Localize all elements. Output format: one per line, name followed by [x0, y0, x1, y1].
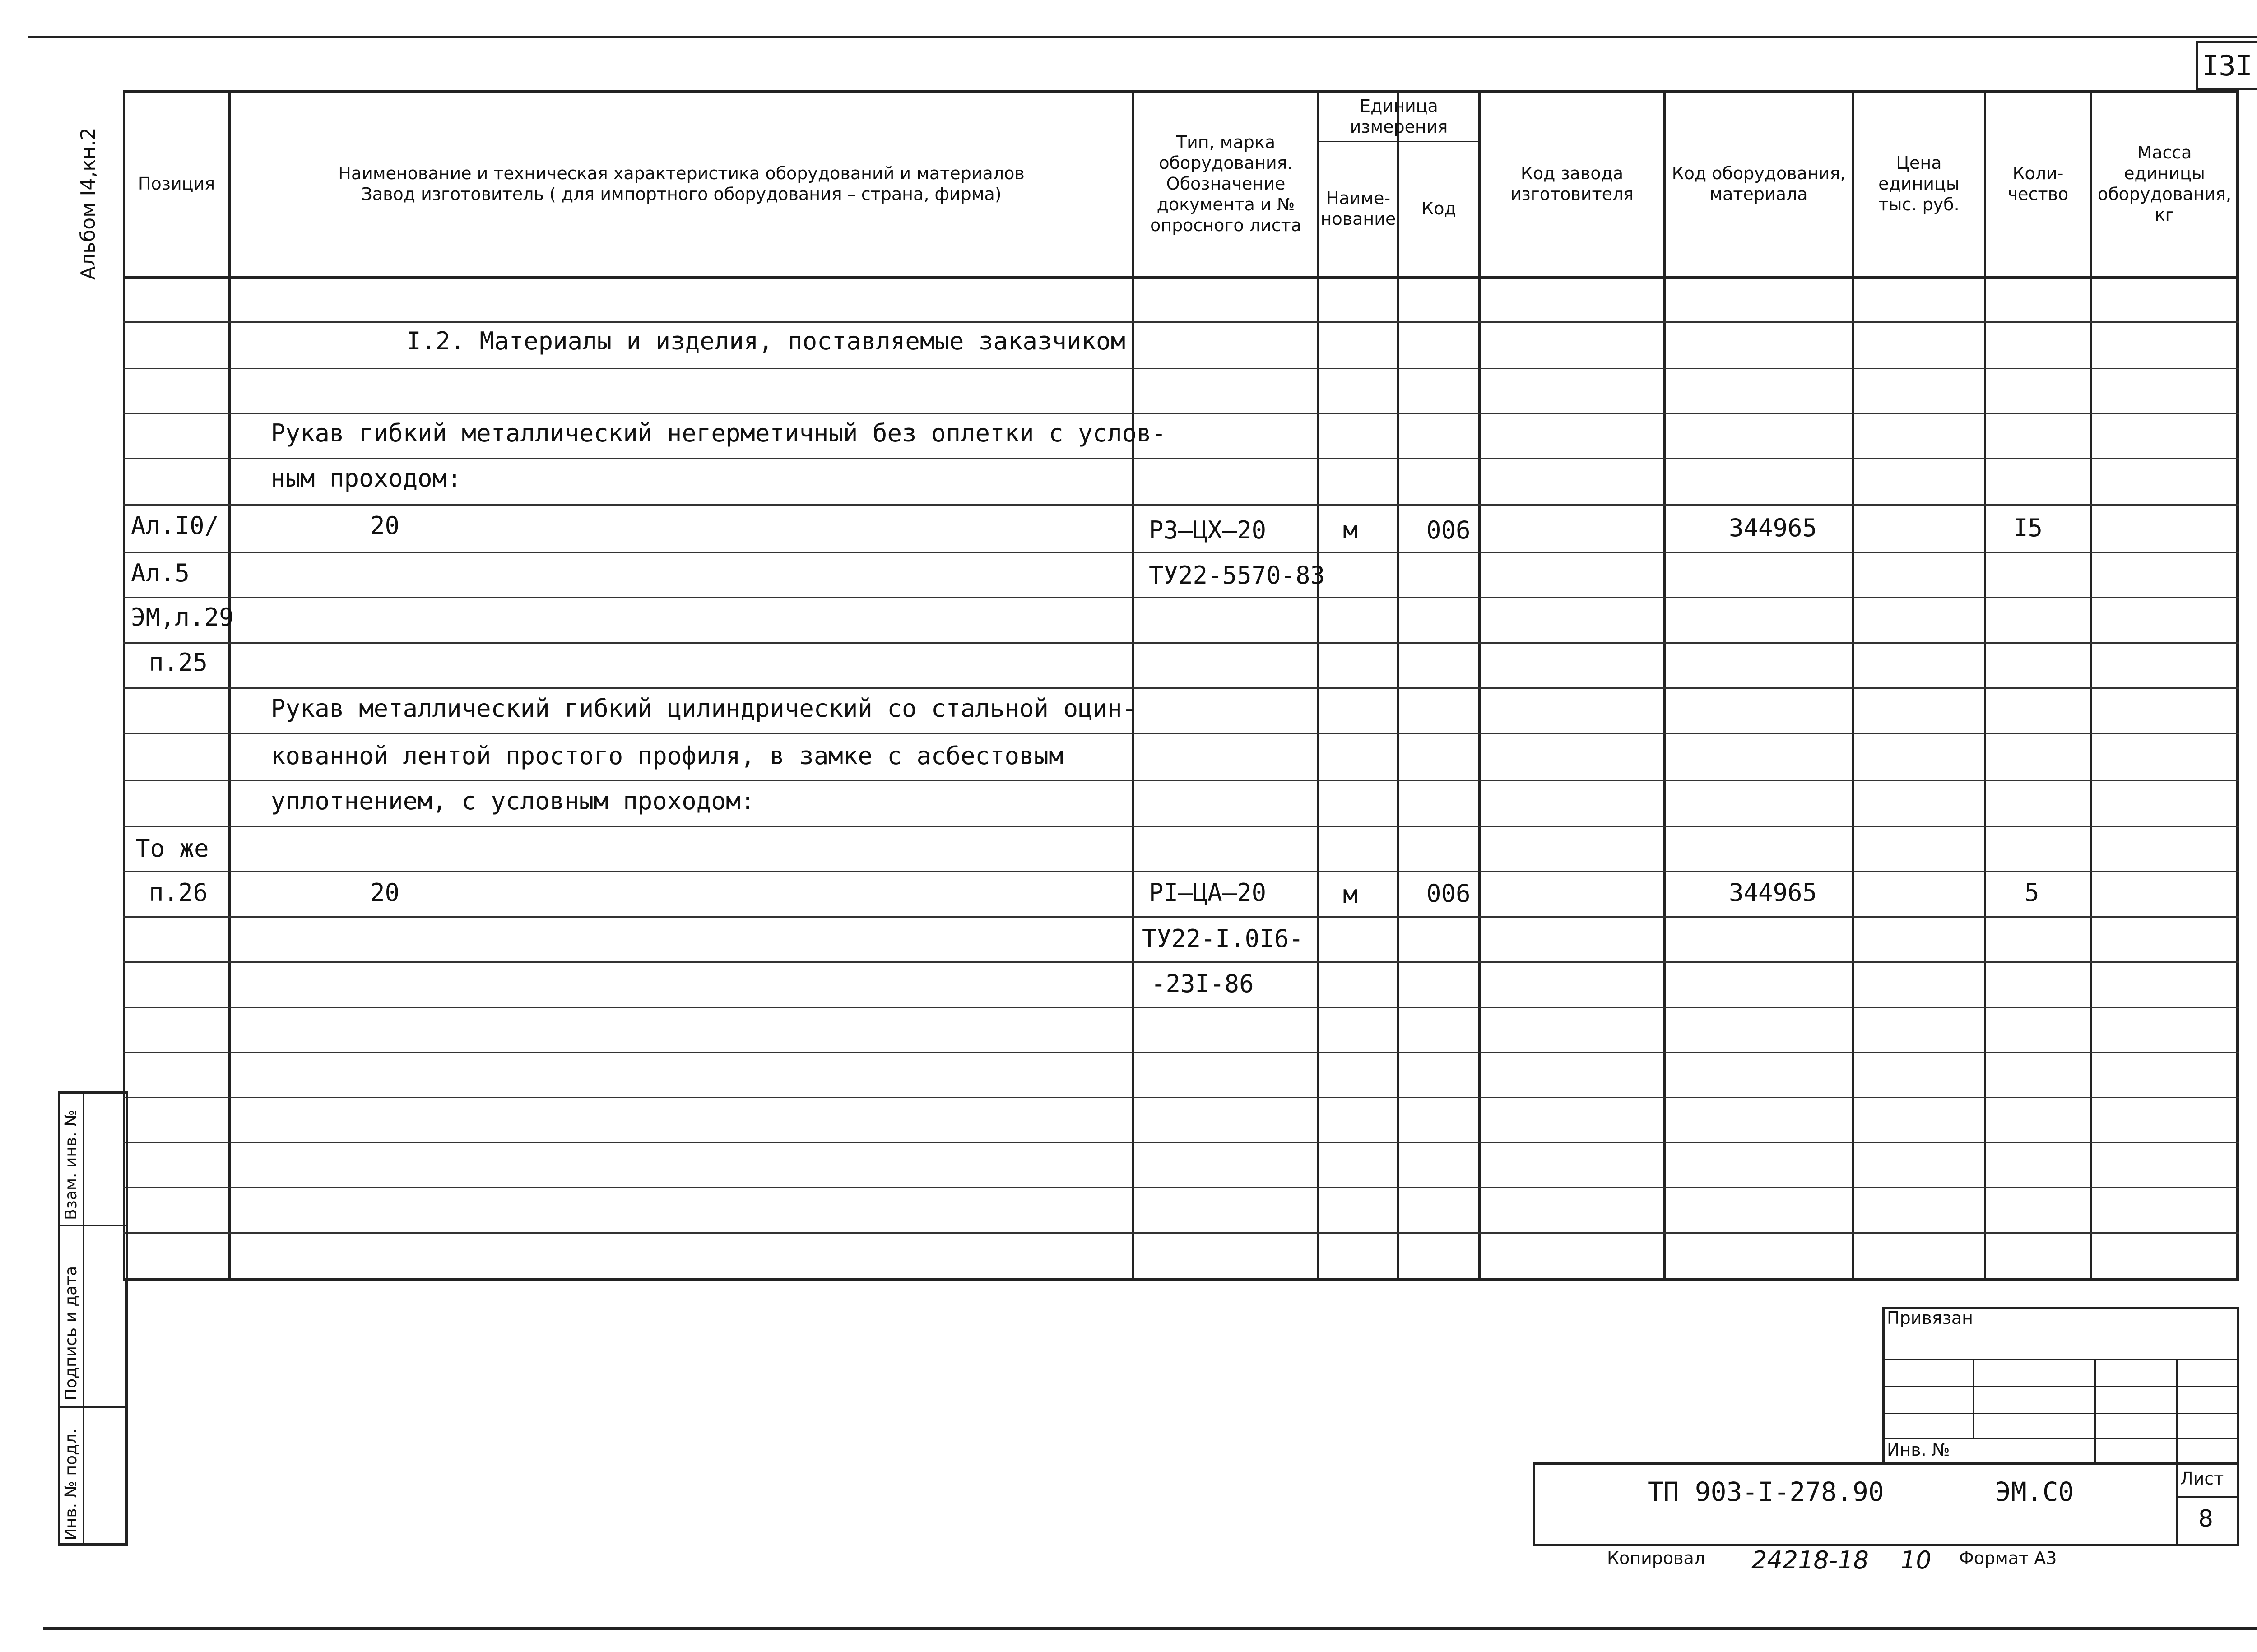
- row-line: [123, 1007, 2239, 1008]
- item-1-type: Р3–ЦХ–20: [1149, 516, 1267, 544]
- side-stamp: Взам. инв. № Подпись и дата Инв. № подл.: [58, 1091, 128, 1545]
- header-unit-name: Наиме- нование: [1320, 188, 1396, 229]
- frame-bottom-line: [43, 1627, 2257, 1630]
- header-name: [231, 92, 1132, 275]
- side-stamp-divider: [83, 1094, 84, 1543]
- item-1-position-line3: ЭМ,л.29: [131, 603, 234, 631]
- item-1-position-line4: п.25: [149, 648, 208, 677]
- row-line: [123, 368, 2239, 369]
- sheet-number: 8: [2198, 1505, 2214, 1532]
- frame-top-line: [28, 36, 2257, 38]
- bound-line: [1882, 1359, 2239, 1360]
- item-1-name-line2: ным проходом:: [271, 464, 462, 492]
- item-1-quantity: I5: [2013, 514, 2043, 542]
- bound-line: [1882, 1413, 2239, 1414]
- item-1-position: Ал.I0/: [131, 511, 219, 540]
- header-quantity: Коли- чество: [2007, 163, 2069, 204]
- header-name-line2: Завод изготовитель ( для импортного оборудования – страна, фирма): [361, 184, 1002, 204]
- item-1-name-line1: Рукав гибкий металлический негерметичный без оплетки с услов-: [271, 419, 1166, 447]
- item-2-type: РI–ЦА–20: [1149, 878, 1267, 907]
- handwritten-sheet: 10: [1900, 1546, 1932, 1574]
- item-2-position-line2: п.26: [149, 878, 208, 907]
- item-2-equipment-code: 344965: [1729, 878, 1817, 907]
- document-mark: ЭМ.С0: [1995, 1476, 2074, 1507]
- sheet-label: Лист: [2180, 1469, 2224, 1489]
- row-line: [123, 916, 2239, 918]
- row-line: [123, 733, 2239, 734]
- header-factory-code: Код завода изготовителя: [1510, 163, 1634, 204]
- inv-label: Инв. №: [1887, 1440, 1950, 1460]
- item-2-unit-code: 006: [1426, 879, 1471, 908]
- row-line: [123, 780, 2239, 781]
- header-position: Позиция: [138, 173, 215, 194]
- bound-label: Привязан: [1887, 1308, 1973, 1328]
- row-line: [123, 504, 2239, 506]
- header-equipment-code: Код оборудования, материала: [1672, 163, 1846, 204]
- bound-divider: [1973, 1359, 1974, 1438]
- row-line: [123, 1187, 2239, 1188]
- item-2-unit: м: [1343, 880, 1358, 909]
- item-2-position: То же: [135, 834, 209, 863]
- item-2-type-spec-line1: ТУ22-I.0I6-: [1142, 924, 1304, 953]
- handwritten-number: 24218-18: [1751, 1546, 1869, 1574]
- side-stamp-line: [60, 1406, 126, 1408]
- row-line: [123, 871, 2239, 872]
- item-1-position-line2: Ал.5: [131, 559, 190, 587]
- header-type: Тип, марка оборудования. Обозначение документа и № опросного листа: [1150, 132, 1302, 235]
- item-1-unit: м: [1343, 516, 1358, 544]
- copied-label: Копировал: [1607, 1548, 1705, 1568]
- side-stamp-line: [60, 1225, 126, 1226]
- row-line: [123, 413, 2239, 414]
- item-1-type-spec: ТУ22-5570-83: [1149, 561, 1325, 589]
- item-1-equipment-code: 344965: [1729, 514, 1817, 542]
- row-line: [123, 687, 2239, 689]
- row-line: [123, 597, 2239, 598]
- side-stamp-right-line: [125, 1280, 128, 1546]
- header-price: Цена единицы тыс. руб.: [1878, 153, 1960, 214]
- sheet-corner-number: I3I: [2196, 41, 2257, 90]
- header-name-line1: Наименование и техническая характеристика оборудований и материалов: [338, 163, 1025, 183]
- row-line: [123, 552, 2239, 553]
- item-2-name-line1: Рукав металлический гибкий цилиндрический со стальной оцин-: [271, 694, 1137, 723]
- item-1-size: 20: [370, 511, 400, 540]
- section-title: I.2. Материалы и изделия, поставляемые заказчиком: [406, 327, 1126, 355]
- row-line: [123, 642, 2239, 644]
- document-code: ТП 903-I-278.90: [1648, 1476, 1884, 1507]
- bound-line: [1882, 1438, 2239, 1439]
- header-mass: Масса единицы оборудования, кг: [2097, 142, 2232, 225]
- row-line: [123, 1142, 2239, 1143]
- row-line: [123, 826, 2239, 827]
- bound-divider: [2176, 1359, 2178, 1462]
- format-label: Формат А3: [1959, 1548, 2057, 1568]
- unit-subheader-line: [1317, 141, 1478, 142]
- row-line: [123, 321, 2239, 323]
- bound-line: [1882, 1386, 2239, 1387]
- item-2-quantity: 5: [2025, 878, 2039, 907]
- bound-divider: [2094, 1359, 2096, 1462]
- row-line: [123, 458, 2239, 459]
- item-2-name-line3: уплотнением, с условным проходом:: [271, 787, 755, 815]
- header-bottom-line: [123, 276, 2239, 279]
- side-stamp-bottom-line: [58, 1544, 128, 1546]
- item-2-type-spec-line2: -23I-86: [1151, 970, 1254, 998]
- sheet-cell-divider: [2176, 1462, 2178, 1546]
- header-unit-group: Единица измерения: [1350, 96, 1448, 137]
- header-unit-code: Код: [1421, 199, 1456, 218]
- row-line: [123, 1052, 2239, 1053]
- item-2-name-line2: кованной лентой простого профиля, в замке с асбестовым: [271, 742, 1063, 770]
- item-1-unit-code: 006: [1426, 516, 1471, 544]
- main-title-block: [1533, 1462, 2239, 1546]
- sheet-cell-line: [2176, 1496, 2239, 1498]
- row-line: [123, 1232, 2239, 1234]
- item-2-size: 20: [370, 878, 400, 907]
- row-line: [123, 961, 2239, 963]
- row-line: [123, 1097, 2239, 1098]
